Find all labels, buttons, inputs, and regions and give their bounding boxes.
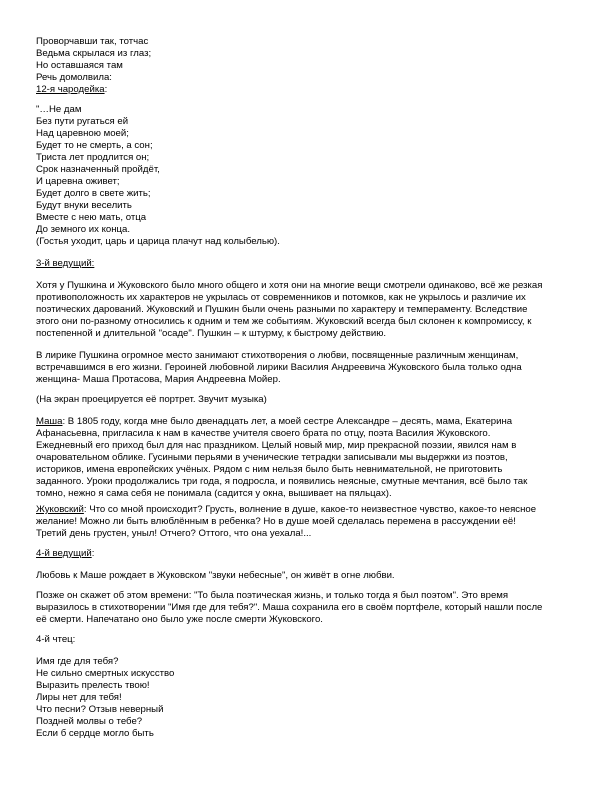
speaker-masha: Маша bbox=[36, 416, 63, 427]
verse-line: Не сильно смертных искусство bbox=[36, 668, 175, 679]
monologue-line: очаровательном облике. Гусиными перьями в ученические тетрадки записывали мы выдержки из поэтов, bbox=[36, 452, 508, 463]
paragraph-line: Позже он скажет об этом времени: "То была поэтическая жизнь, и только тогда я был поэтом". Это время bbox=[36, 590, 509, 601]
verse-line: Имя где для тебя? bbox=[36, 656, 119, 667]
verse-line: Без пути ругаться ей bbox=[36, 116, 129, 127]
monologue-line: Ежедневный его приход был для нас праздником. Целый новый мир, мир прекрасной поэзии, явился нам в bbox=[36, 440, 517, 451]
heading-4-colon: : bbox=[91, 548, 95, 559]
reader-4-block bbox=[36, 634, 582, 646]
heading-3-presenter-block bbox=[36, 258, 582, 270]
monologue-line: Третий день грустен, уныл! Отчего? Оттого, что она уехала!... bbox=[36, 528, 312, 539]
top-verse bbox=[36, 36, 582, 96]
stage-note: (На экран проецируется её портрет. Звучит музыка) bbox=[36, 394, 267, 405]
monologue-line: желание! Можно ли быть влюблённым в ребенка? Но в душе моей сделалась перемена в рассуждении её! bbox=[36, 516, 516, 527]
paragraph-line: Любовь к Маше рождает в Жуковском "звуки небесные", он живёт в огне любви. bbox=[36, 570, 395, 581]
monologue-line bbox=[36, 504, 582, 516]
verse-line: До земного их конца. bbox=[36, 224, 131, 235]
verse-12 bbox=[36, 104, 582, 248]
verse-line: "…Не дам bbox=[36, 104, 82, 115]
monologue-line bbox=[36, 416, 582, 428]
paragraph-line: выразилось в стихотворении "Имя где для тебя?". Маша сохранила его в своём портфеле, который нашли после bbox=[36, 602, 543, 613]
paragraph-line: этого они по-разному относились к одним и тем же событиям. Жуковский всегда был склонен к компромиссу, к bbox=[36, 316, 532, 327]
verse-line: Над царевною моей; bbox=[36, 128, 129, 139]
verse-line: Лиры нет для тебя! bbox=[36, 692, 122, 703]
paragraph-4a bbox=[36, 570, 582, 582]
zhukovsky-monologue bbox=[36, 504, 582, 540]
verse-line: И царевна оживет; bbox=[36, 176, 120, 187]
monologue-line: заданного. Уроки продолжались три года, я подросла, и появились неясные, смутные мечтания, всё было так bbox=[36, 476, 528, 487]
paragraph-line: встречавшимся в его жизни. Героиней любовной лирики Василия Андреевича Жуковского была только одна bbox=[36, 362, 522, 373]
heading-4-presenter-block bbox=[36, 548, 582, 560]
verse-line: Будет то не смерть, а сон; bbox=[36, 140, 153, 151]
verse-line: Речь домолвила: bbox=[36, 72, 112, 83]
heading-12-text: 12-я чародейка bbox=[36, 84, 105, 95]
paragraph-4b bbox=[36, 590, 582, 626]
verse-line: Что песни? Отзыв неверный bbox=[36, 704, 164, 715]
paragraph-line: поэтических дарований. Жуковский и Пушкин были очень разными по характеру и темпераменту. Вследствие bbox=[36, 304, 528, 315]
verse-line: Триста лет продлится он; bbox=[36, 152, 150, 163]
heading-4-text: 4-й ведущий bbox=[36, 548, 92, 559]
speaker-zhukovsky: Жуковский bbox=[36, 504, 84, 515]
paragraph-line: В лирике Пушкина огромное место занимают стихотворения о любви, посвященные различным женщинам, bbox=[36, 350, 519, 361]
verse-line: Но оставшаяся там bbox=[36, 60, 123, 71]
monologue-line: Афанасьевна, пригласила к нам в качестве учителя своего брата по отцу, поэта Василия Жуковского. bbox=[36, 428, 491, 439]
paragraph-3b bbox=[36, 350, 582, 386]
verse-line: Будет долго в свете жить; bbox=[36, 188, 151, 199]
paragraph-line: её смерти. Напечатано оно было уже после смерти Жуковского. bbox=[36, 614, 323, 625]
final-verse bbox=[36, 656, 582, 740]
paragraph-line: противоположность их характеров не укрылась от современников и потомков, как не укрылось и различие их bbox=[36, 292, 526, 303]
monologue-text: : Что со мной происходит? Грусть, волнение в душе, какое-то неизвестное чувство, какое-то неясное bbox=[83, 504, 537, 515]
paragraph-line: женщина- Маша Протасова, Мария Андреевна Мойер. bbox=[36, 374, 281, 385]
monologue-text: : В 1805 году, когда мне было двенадцать лет, а моей сестре Александре – десять, мама, Екатерина bbox=[62, 416, 513, 427]
paragraph-line: постепенной и длительной "осаде". Пушкин – к штурму, к быстрому действию. bbox=[36, 328, 387, 339]
verse-line: Срок назначенный пройдёт, bbox=[36, 164, 160, 175]
heading-4-presenter bbox=[36, 548, 582, 560]
verse-line: Проворчавши так, тотчас bbox=[36, 36, 149, 47]
monologue-line: историков, имена европейских учёных. Рядом с ним нельзя было быть невнимательной, не приготовить bbox=[36, 464, 503, 475]
monologue-line: томно, нежно я сама себя не понимала (садится у окна, вышивает на пяльцах). bbox=[36, 488, 392, 499]
stage-note-block bbox=[36, 394, 582, 406]
reader-4-heading: 4-й чтец: bbox=[36, 634, 76, 645]
verse-line: Ведьма скрылася из глаз; bbox=[36, 48, 152, 59]
paragraph-line: Хотя у Пушкина и Жуковского было много общего и хотя они на многие вещи смотрели одинаково, всё же резкая bbox=[36, 280, 543, 291]
paragraph-3a bbox=[36, 280, 582, 340]
verse-line: Выразить прелесть твою! bbox=[36, 680, 150, 691]
verse-line: Будут внуки веселить bbox=[36, 200, 132, 211]
verse-line: Если б сердце могло быть bbox=[36, 728, 154, 739]
verse-line: Вместе с нею мать, отца bbox=[36, 212, 147, 223]
heading-12-sorceress bbox=[36, 84, 582, 96]
verse-line: Поздней молвы о тебе? bbox=[36, 716, 143, 727]
heading-3-presenter: 3-й ведущий: bbox=[36, 258, 95, 269]
masha-monologue bbox=[36, 416, 582, 500]
stage-direction: (Гостья уходит, царь и царица плачут над колыбелью). bbox=[36, 236, 280, 247]
heading-12-colon: : bbox=[104, 84, 108, 95]
